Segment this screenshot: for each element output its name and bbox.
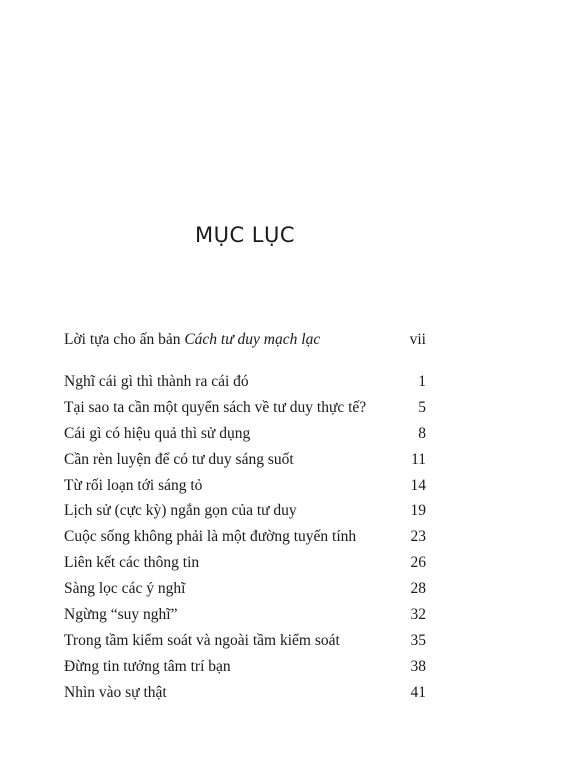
toc-entry-title xyxy=(64,327,320,353)
toc-entry-page: 19 xyxy=(410,502,426,520)
toc-entry-page: 41 xyxy=(410,683,426,701)
toc-entry-title: Từ rối loạn tới sáng tỏ xyxy=(64,476,203,494)
toc-entry-page: 32 xyxy=(410,606,426,624)
toc-entry-title: Cần rèn luyện để có tư duy sáng suốt xyxy=(64,450,294,468)
toc-entry-title: Cái gì có hiệu quả thì sử dụng xyxy=(64,424,251,442)
toc-entry-page: 1 xyxy=(418,373,426,390)
toc-entry-page: 28 xyxy=(410,580,426,598)
toc-heading: MỤC LỤC xyxy=(194,223,296,247)
toc-entry xyxy=(64,395,426,421)
toc-entry xyxy=(64,447,426,473)
toc-entry xyxy=(64,654,426,680)
toc-entry-page: 26 xyxy=(410,554,426,572)
toc-entry-page: 35 xyxy=(410,631,426,649)
toc-entry-page: 8 xyxy=(418,424,426,442)
toc-entry-title: Nhìn vào sự thật xyxy=(64,683,167,701)
toc-entry-page: 14 xyxy=(410,476,426,494)
preface-title-prefix: Lời tựa cho ấn bản xyxy=(64,331,185,348)
toc-entry-page: 11 xyxy=(411,450,426,468)
toc-entry-page: 5 xyxy=(418,398,426,416)
toc-entry-title: Cuộc sống không phải là một đường tuyến tính xyxy=(64,528,357,546)
toc-entry-title: Trong tầm kiểm soát và ngoài tầm kiểm soát xyxy=(64,631,340,649)
toc-entry xyxy=(64,421,426,447)
toc-entry xyxy=(64,602,426,628)
toc-entry-title: Ngừng “suy nghĩ” xyxy=(64,606,178,624)
toc-entry-title: Đừng tin tưởng tâm trí bạn xyxy=(64,657,231,675)
toc-entry-page: 38 xyxy=(410,657,426,675)
toc-entry-title: Nghĩ cái gì thì thành ra cái đó xyxy=(64,373,249,390)
toc-entry xyxy=(64,550,426,576)
toc-entry-title: Liên kết các thông tin xyxy=(64,554,200,572)
toc-entry xyxy=(64,628,426,654)
preface-section xyxy=(64,327,426,353)
toc-entry-title: Tại sao ta cần một quyển sách về tư duy thực tế? xyxy=(64,398,367,416)
preface-title-book: Cách tư duy mạch lạc xyxy=(184,331,321,348)
chapter-list xyxy=(64,369,426,706)
toc-entry-title: Sàng lọc các ý nghĩ xyxy=(64,580,186,598)
toc-entry xyxy=(64,369,426,395)
toc-entry-title: Lịch sử (cực kỳ) ngắn gọn của tư duy xyxy=(64,502,297,520)
toc-entry xyxy=(64,524,426,550)
toc-entry-preface xyxy=(64,327,426,353)
toc-entry xyxy=(64,473,426,499)
toc-entry xyxy=(64,680,426,706)
toc-entry-page: 23 xyxy=(410,528,426,546)
toc-entry xyxy=(64,498,426,524)
toc-entry xyxy=(64,576,426,602)
toc-entry-page: vii xyxy=(409,331,426,348)
